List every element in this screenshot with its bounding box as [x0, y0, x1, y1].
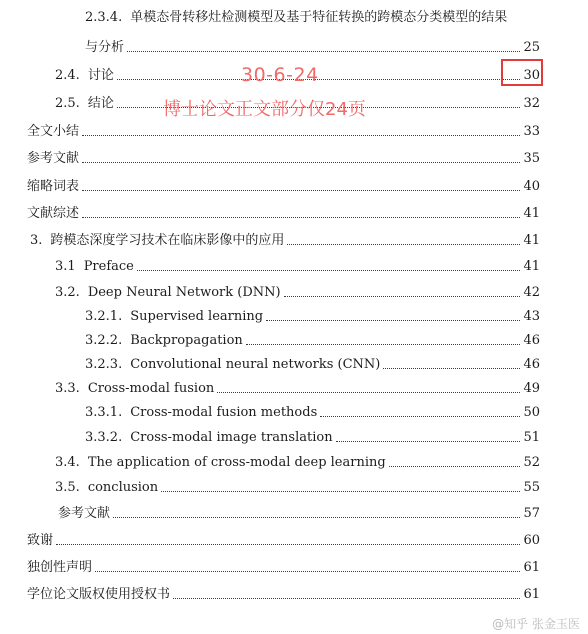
- toc-entry-page: 30: [523, 68, 540, 83]
- toc-entry-page: 32: [523, 96, 540, 111]
- toc-entry-number: 3.1: [55, 259, 76, 274]
- toc-entry-page: 50: [523, 405, 540, 420]
- toc-entry-title: 跨模态深度学习技术在临床影像中的应用: [50, 233, 285, 248]
- dot-leader: [82, 162, 520, 163]
- toc-entry-number: 3.4.: [55, 455, 80, 470]
- dot-leader: [217, 392, 520, 393]
- toc-entry: [55, 451, 540, 471]
- toc-entry-page: 42: [523, 285, 540, 300]
- toc-entry-title: 结论: [87, 96, 114, 111]
- page-highlight-box: [501, 59, 543, 86]
- toc-entry-number: 3.2.: [55, 285, 80, 300]
- toc-entry-title: Preface: [83, 259, 134, 274]
- dot-leader: [137, 270, 520, 271]
- dot-leader: [266, 320, 520, 321]
- toc-entry: [0, 6, 588, 26]
- dot-leader: [320, 416, 520, 417]
- dot-leader: [82, 135, 520, 136]
- toc-entry-page: 49: [523, 381, 540, 396]
- toc-entry-page: 41: [523, 259, 540, 274]
- toc-entry-title: 缩略词表: [27, 179, 80, 194]
- toc-entry: [27, 175, 540, 195]
- toc-entry: [85, 305, 540, 325]
- toc-entry-title: conclusion: [87, 480, 159, 495]
- handwritten-date-annotation: 30-6-24: [241, 64, 319, 86]
- toc-entry-title: 致谢: [27, 533, 54, 548]
- dot-leader: [173, 598, 520, 599]
- toc-entry-title: Cross-modal image translation: [130, 430, 333, 445]
- toc-entry-number: 3.5.: [55, 480, 80, 495]
- toc-entry-number: 3.2.2.: [85, 333, 123, 348]
- toc-entry: [55, 255, 540, 275]
- toc-entry-title: 讨论: [87, 68, 114, 83]
- watermark: @知乎 张金玉医: [492, 617, 580, 631]
- dot-leader: [161, 491, 520, 492]
- toc-entry-title: 独创性声明: [27, 560, 93, 575]
- toc-entry-page: 61: [523, 560, 540, 575]
- toc-entry: [85, 329, 540, 349]
- toc-entry-number: 3.3.: [55, 381, 80, 396]
- dot-leader: [284, 296, 520, 297]
- toc-entry-title: 学位论文版权使用授权书: [27, 587, 171, 602]
- toc-entry-number: 3.3.2.: [85, 430, 123, 445]
- toc-entry-page: 46: [523, 333, 540, 348]
- toc-entry: [85, 36, 540, 56]
- toc-entry-title: 与分析: [85, 40, 125, 55]
- handwritten-note-annotation: 博士论文正文部分仅24页: [163, 99, 366, 120]
- dot-leader: [246, 344, 520, 345]
- toc-entry-title: Convolutional neural networks (CNN): [130, 357, 381, 372]
- dot-leader: [383, 368, 520, 369]
- toc-entry-title: Cross-modal fusion: [87, 381, 215, 396]
- toc-entry-page: 61: [523, 587, 540, 602]
- dot-leader: [56, 544, 520, 545]
- dot-leader: [95, 571, 520, 572]
- toc-entry-title: Deep Neural Network (DNN): [87, 285, 281, 300]
- toc-entry-title: 参考文献: [58, 506, 111, 521]
- toc-entry: [55, 377, 540, 397]
- toc-entry-page: 55: [523, 480, 540, 495]
- toc-entry-page: 51: [523, 430, 540, 445]
- toc-entry: [27, 529, 540, 549]
- dot-leader: [82, 217, 520, 218]
- toc-entry-number: 3.2.1.: [85, 309, 123, 324]
- toc-entry-page: 41: [523, 206, 540, 221]
- toc-entry-page: 52: [523, 455, 540, 470]
- toc-entry-page: 40: [523, 179, 540, 194]
- dot-leader: [113, 517, 520, 518]
- toc-entry: [55, 281, 540, 301]
- toc-entry-number: 3.: [30, 233, 43, 248]
- toc-entry: [55, 476, 540, 496]
- toc-entry-page: 25: [523, 40, 540, 55]
- dot-leader: [82, 190, 520, 191]
- toc-entry-page: 35: [523, 151, 540, 166]
- toc-entry: [30, 229, 540, 249]
- toc-entry-page: 60: [523, 533, 540, 548]
- toc-entry-page: 57: [523, 506, 540, 521]
- toc-entry-title: 文献综述: [27, 206, 80, 221]
- toc-entry: [27, 202, 540, 222]
- toc-entry: [27, 147, 540, 167]
- toc-entry-page: 33: [523, 124, 540, 139]
- toc-entry: [27, 120, 540, 140]
- toc-entry: [27, 556, 540, 576]
- toc-entry-title: 参考文献: [27, 151, 80, 166]
- dot-leader: [127, 51, 520, 52]
- toc-entry-page: 46: [523, 357, 540, 372]
- toc-entry-title: Cross-modal fusion methods: [130, 405, 318, 420]
- dot-leader: [287, 244, 520, 245]
- dot-leader: [336, 441, 520, 442]
- toc-entry-number: 2.5.: [55, 96, 80, 111]
- toc-entry-page: 41: [523, 233, 540, 248]
- dot-leader: [389, 466, 520, 467]
- toc-entry-title: Backpropagation: [130, 333, 243, 348]
- toc-entry-number: 3.3.1.: [85, 405, 123, 420]
- toc-entry: [85, 353, 540, 373]
- toc-entry-title: The application of cross-modal deep learning: [87, 455, 386, 470]
- toc-entry-title: Supervised learning: [130, 309, 264, 324]
- toc-entry: [58, 502, 540, 522]
- toc-entry: [85, 426, 540, 446]
- toc-entry-number: 2.4.: [55, 68, 80, 83]
- toc-entry-title: 全文小结: [27, 124, 80, 139]
- toc-entry-number: 2.3.4.: [85, 10, 123, 25]
- toc-entry-page: 43: [523, 309, 540, 324]
- toc-entry: [27, 583, 540, 603]
- toc-entry: [85, 401, 540, 421]
- toc-entry-title: 单模态骨转移灶检测模型及基于特征转换的跨模态分类模型的结果: [130, 10, 508, 25]
- toc-entry-number: 3.2.3.: [85, 357, 123, 372]
